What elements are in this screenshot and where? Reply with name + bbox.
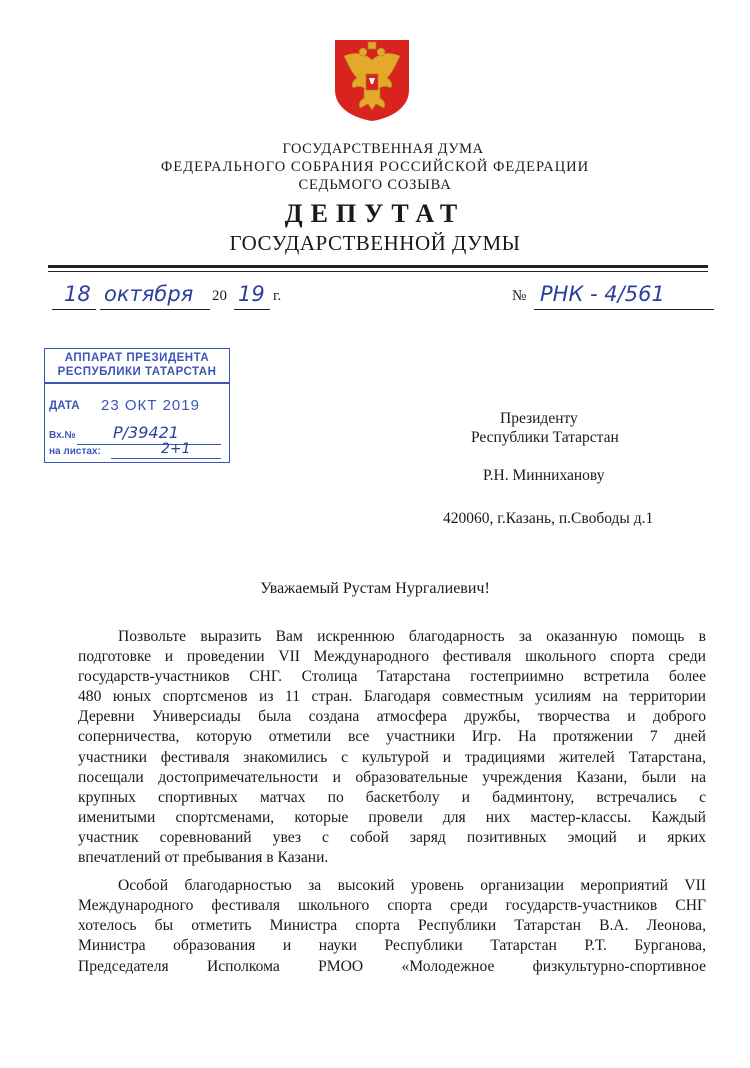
stamp-incoming-underline xyxy=(77,444,221,445)
number-label: № xyxy=(512,288,527,304)
stamp-date-value: 23 ОКТ 2019 xyxy=(101,397,200,414)
body-line: подготовке и проведении VII Международного фестиваля школьного спорта среди xyxy=(78,648,706,666)
letter-number xyxy=(512,282,722,312)
deputy-title: ДЕПУТАТ xyxy=(284,199,466,228)
stamp-sheets-label: на листах: xyxy=(49,446,101,457)
number-handwritten: РНК - 4/561 xyxy=(540,282,665,306)
header-line-2: ФЕДЕРАЛЬНОГО СОБРАНИЯ РОССИЙСКОЙ ФЕДЕРАЦИИ xyxy=(160,159,590,175)
header-line-3: СЕДЬМОГО СОЗЫВА xyxy=(298,177,452,193)
letter-date xyxy=(52,282,292,312)
deputy-subtitle: ГОСУДАРСТВЕННОЙ ДУМЫ xyxy=(229,231,521,255)
header-divider-thick xyxy=(48,265,708,268)
body-line: Особой благодарностью за высокий уровень организации мероприятий VII xyxy=(118,877,706,895)
greeting: Уважаемый Рустам Нургалиевич! xyxy=(260,580,490,597)
addressee-region: Республики Татарстан xyxy=(471,429,619,446)
registration-stamp xyxy=(44,348,230,463)
date-year-handwritten: 19 xyxy=(238,282,265,306)
body-line: Председателя Исполкома РМОО «Молодежное физкультурно-спортивное xyxy=(78,957,706,975)
date-month-handwritten: октября xyxy=(104,282,194,306)
addressee-name: Р.Н. Минниханову xyxy=(483,467,605,484)
body-line: Министра образования и науки Республики Татарстан Р.Т. Бурганова, xyxy=(78,937,706,955)
header-line-1: ГОСУДАРСТВЕННАЯ ДУМА xyxy=(282,141,484,157)
date-year-underline xyxy=(234,309,270,310)
coat-of-arms-emblem xyxy=(333,38,411,122)
stamp-incoming-value: Р/39421 xyxy=(113,423,179,442)
body-line: хотелось бы отметить Министра спорта Республики Татарстан В.А. Леонова, xyxy=(78,917,706,935)
body-line: посещали достопримечательности и образовательные учреждения Казани, были на xyxy=(78,768,706,786)
date-month-underline xyxy=(100,309,210,310)
letter-body xyxy=(78,627,706,977)
number-underline xyxy=(534,309,714,310)
addressee-address: 420060, г.Казань, п.Свободы д.1 xyxy=(443,510,654,527)
paragraph-2 xyxy=(78,876,706,976)
body-line: впечатлений от пребывания в Казани. xyxy=(78,849,329,867)
stamp-line-2: РЕСПУБЛИКИ ТАТАРСТАН xyxy=(57,366,217,378)
stamp-separator xyxy=(45,382,229,384)
header-divider-thin xyxy=(48,271,708,272)
stamp-sheets-underline xyxy=(111,458,221,459)
paragraph-1 xyxy=(78,627,706,868)
stamp-sheets-value: 2+1 xyxy=(161,441,191,457)
stamp-incoming-label: Вх.№ xyxy=(49,430,76,441)
body-line: участник соревнований увез с собой заряд позитивных эмоций и ярких xyxy=(78,828,706,846)
body-line: государств-участников СНГ. Столица Татарстана гостеприимно встретила более xyxy=(78,668,706,686)
date-day-underline xyxy=(52,309,96,310)
body-line: Деревни Универсиады была создана атмосфера дружбы, творчества и доброго xyxy=(78,708,706,726)
date-day-handwritten: 18 xyxy=(64,282,91,306)
body-line: Позвольте выразить Вам искреннюю благодарность за оказанную помощь в xyxy=(118,628,706,645)
body-line: Международного фестиваля школьного спорта среди государств-участников СНГ xyxy=(78,897,706,915)
stamp-line-1: АППАРАТ ПРЕЗИДЕНТА xyxy=(64,352,210,364)
body-line: соперничества, которую отметили все участники Игр. На протяжении 7 дней xyxy=(78,728,706,746)
date-year-suffix: г. xyxy=(273,288,282,304)
addressee-position: Президенту xyxy=(500,410,578,427)
body-line: 480 юных спортсменов из 11 стран. Благодаря совместным усилиям на территории xyxy=(78,688,706,706)
date-year-printed: 20 xyxy=(212,288,227,304)
body-line: крупных спортивных матчах по баскетболу и бадминтону, встречались с xyxy=(78,788,706,806)
body-line: именитыми спортсменами, которые провели для них мастер-классы. Каждый xyxy=(78,808,706,826)
body-line: участники фестиваля знакомились с культурой и традициями жителей Татарстана, xyxy=(78,748,706,766)
stamp-date-label: ДАТА xyxy=(49,400,80,412)
